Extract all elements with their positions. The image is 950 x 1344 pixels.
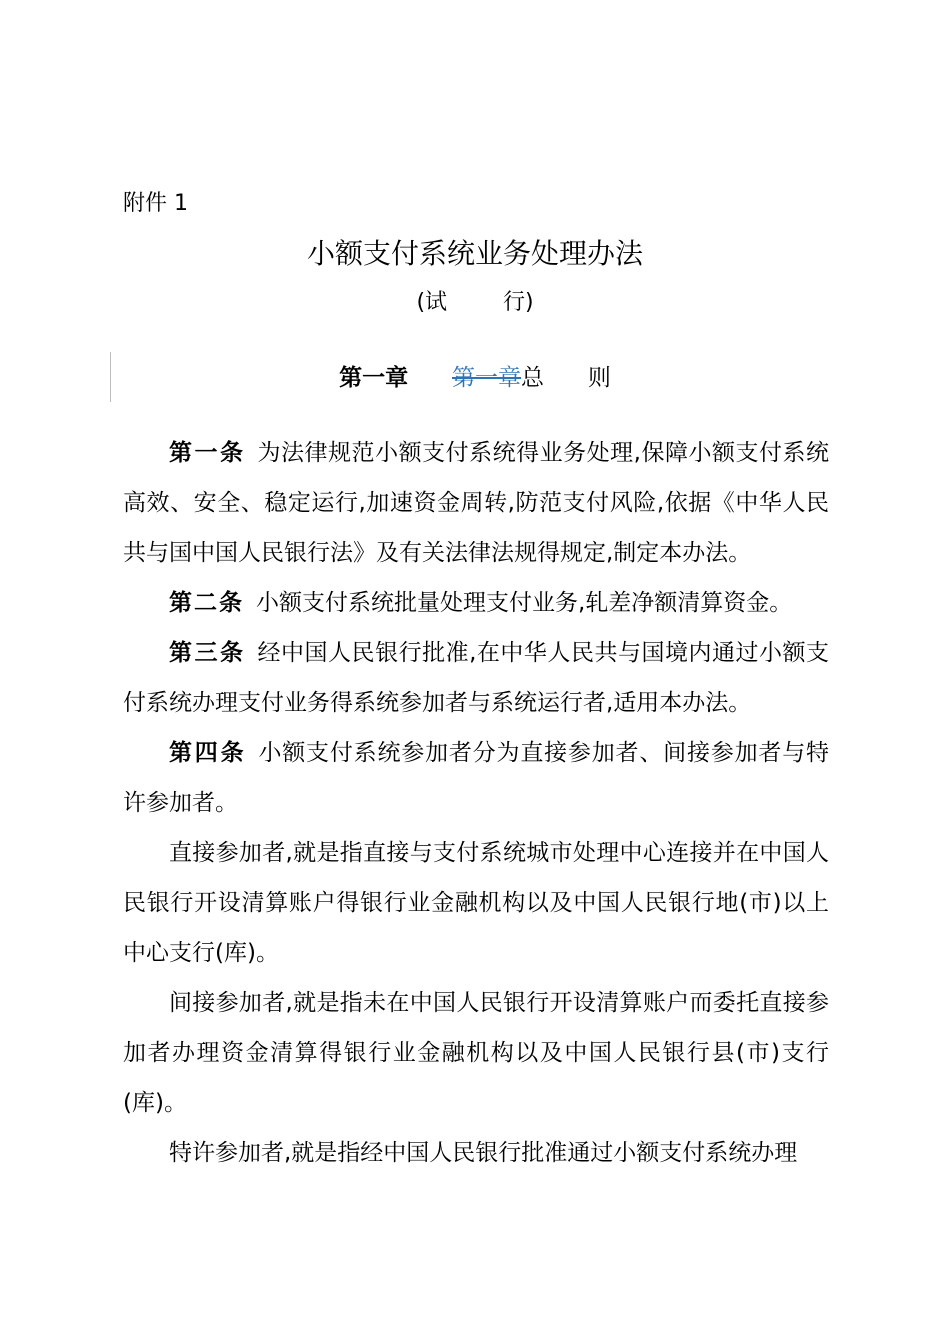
article-label: 第二条 bbox=[169, 590, 244, 616]
article-1 bbox=[123, 428, 829, 578]
chapter-heading bbox=[0, 362, 950, 394]
paragraph-special-participant: 特许参加者,就是指经中国人民银行批准通过小额支付系统办理 bbox=[169, 1140, 798, 1166]
document-subtitle: (试 行) bbox=[416, 290, 534, 315]
article-label: 第一条 bbox=[169, 440, 246, 466]
article-4 bbox=[123, 728, 829, 828]
article-text: 小额支付系统参加者分为直接参加者、间接参加者与特许参加者。 bbox=[123, 740, 830, 816]
paragraph-direct-participant: 直接参加者,就是指直接与支付系统城市处理中心连接并在中国人民银行开设清算账户得银行业金融机构以及中国人民银行地(市)以上中心支行(库)。 bbox=[123, 840, 829, 966]
article-3 bbox=[123, 628, 829, 728]
attachment-label: 附件 1 bbox=[123, 191, 188, 216]
article-text: 为法律规范小额支付系统得业务处理,保障小额支付系统高效、安全、稳定运行,加速资金周转,防范支付风险,依据《中华人民共与国中国人民银行法》及有关法律法规得规定,制定本办法。 bbox=[123, 440, 830, 566]
chapter-label: 第一章 bbox=[339, 365, 409, 391]
chapter-name: 总 则 bbox=[521, 365, 611, 391]
article-label: 第三条 bbox=[169, 640, 246, 666]
article-2 bbox=[123, 578, 829, 628]
chapter-label-deleted: 第一章 bbox=[452, 365, 521, 391]
paragraph-indirect-participant: 间接参加者,就是指未在中国人民银行开设清算账户而委托直接参加者办理资金清算得银行业金融机构以及中国人民银行县(市)支行(库)。 bbox=[123, 990, 829, 1116]
document-title: 小额支付系统业务处理办法 bbox=[306, 237, 643, 270]
article-label: 第四条 bbox=[169, 740, 247, 766]
document-body bbox=[123, 428, 829, 1178]
article-text: 小额支付系统批量处理支付业务,轧差净额清算资金。 bbox=[256, 590, 793, 616]
article-text: 经中国人民银行批准,在中华人民共与国境内通过小额支付系统办理支付业务得系统参加者与系统运行者,适用本办法。 bbox=[123, 640, 830, 716]
